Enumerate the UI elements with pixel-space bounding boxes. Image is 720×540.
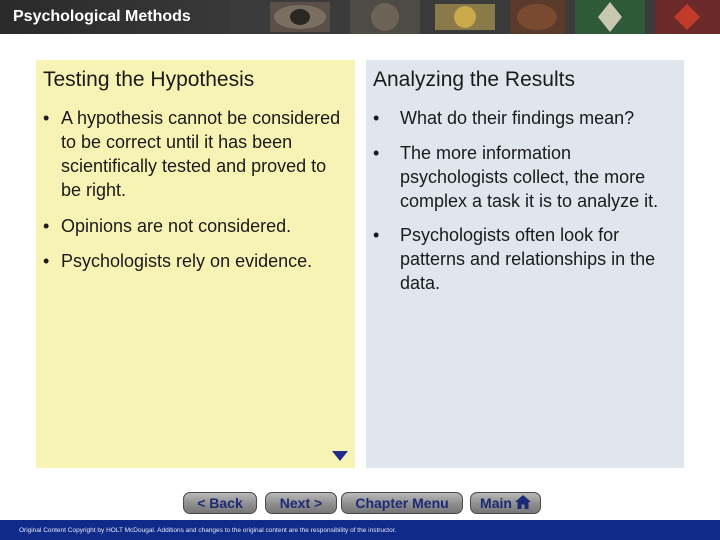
left-panel-title: Testing the Hypothesis bbox=[43, 68, 255, 91]
list-item bbox=[373, 141, 680, 213]
left-bullet-list bbox=[43, 106, 351, 273]
right-panel-title: Analyzing the Results bbox=[373, 68, 575, 91]
list-item bbox=[373, 223, 680, 295]
header-collage-image bbox=[230, 0, 720, 34]
next-button[interactable]: Next > bbox=[265, 492, 337, 514]
bullet-text: The more information psychologists collect, the more complex a task it is to analyze it. bbox=[400, 143, 659, 211]
back-button[interactable]: < Back bbox=[183, 492, 257, 514]
bullet-text: What do their findings mean? bbox=[400, 108, 635, 128]
bullet-icon: • bbox=[43, 251, 50, 271]
bullet-icon: • bbox=[373, 143, 380, 163]
home-icon bbox=[515, 495, 531, 512]
main-button-label: Main bbox=[480, 495, 512, 511]
header-bar bbox=[0, 0, 720, 34]
list-item bbox=[43, 249, 351, 273]
left-panel bbox=[36, 60, 355, 468]
bullet-text: A hypothesis cannot be considered to be correct until it has been scientifically tested and proved to be right. bbox=[61, 108, 341, 200]
list-item bbox=[373, 106, 680, 130]
bullet-text: Opinions are not considered. bbox=[61, 216, 292, 236]
main-button[interactable] bbox=[470, 492, 541, 514]
list-item bbox=[43, 106, 351, 202]
bullet-icon: • bbox=[373, 108, 380, 128]
chapter-menu-button[interactable]: Chapter Menu bbox=[341, 492, 463, 514]
bullet-icon: • bbox=[43, 108, 50, 128]
page-title: Psychological Methods bbox=[13, 8, 191, 25]
right-bullet-list bbox=[373, 106, 680, 295]
list-item bbox=[43, 214, 351, 238]
down-arrow-icon[interactable] bbox=[332, 451, 348, 461]
bullet-icon: • bbox=[373, 225, 380, 245]
copyright-text: Original Content Copyright by HOLT McDougal. Additions and changes to the original content are the responsibility of the instructor. bbox=[19, 527, 397, 534]
bullet-text: Psychologists rely on evidence. bbox=[61, 251, 313, 271]
bullet-icon: • bbox=[43, 216, 50, 236]
footer-bar bbox=[0, 520, 720, 540]
right-panel bbox=[366, 60, 684, 468]
bullet-text: Psychologists often look for patterns and relationships in the data. bbox=[400, 225, 656, 293]
